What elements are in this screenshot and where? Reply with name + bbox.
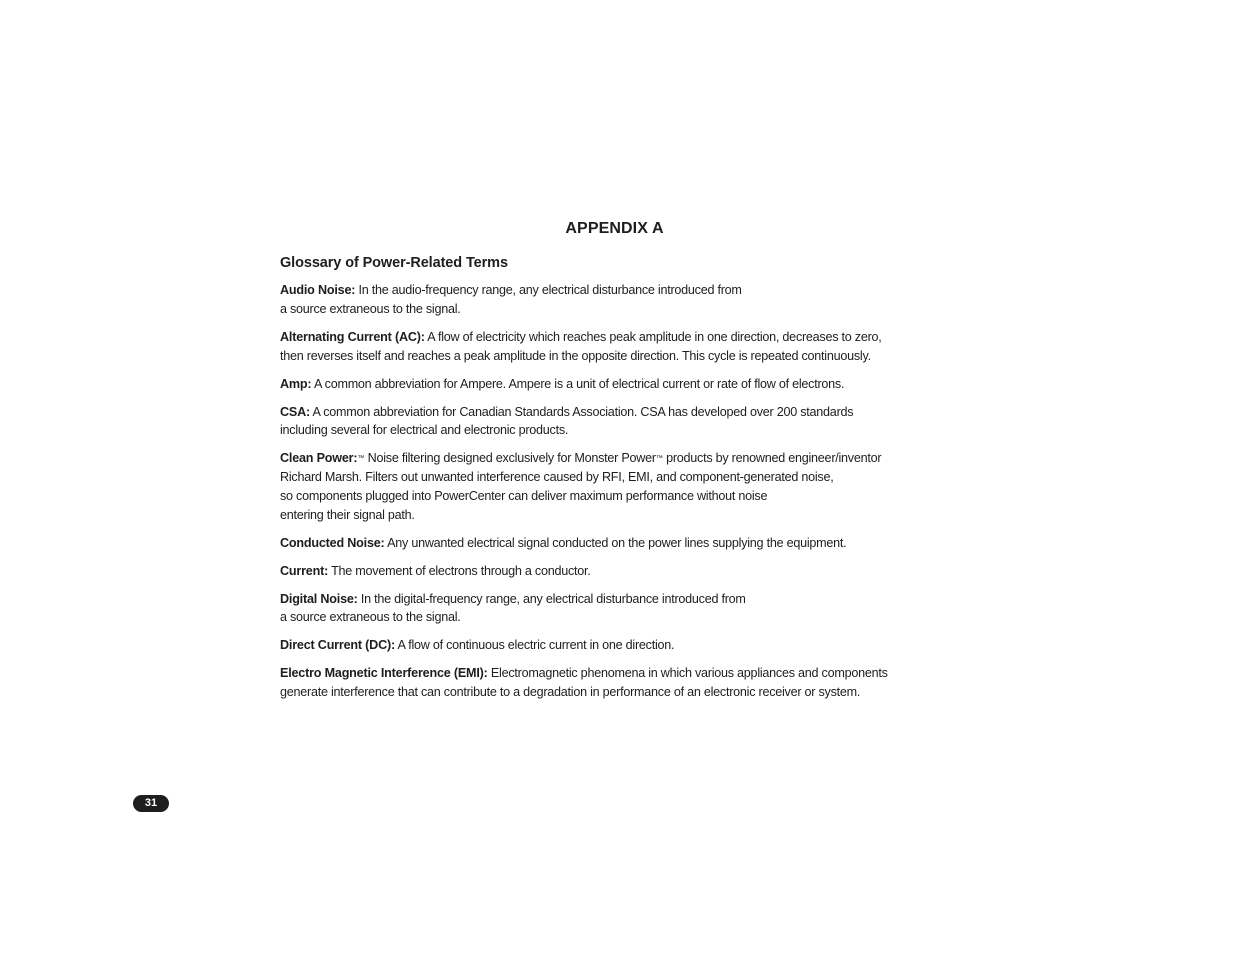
entry-term: Alternating Current (AC):	[280, 329, 425, 344]
entry-definition: A common abbreviation for Canadian Standards Association. CSA has developed over 200 standards	[309, 404, 854, 419]
glossary-entry-conducted-noise	[280, 534, 960, 553]
entry-term: Current:	[280, 563, 329, 578]
glossary-entry-digital-noise	[280, 590, 960, 628]
entry-term: Audio Noise:	[280, 283, 356, 297]
glossary-entry-clean-power	[280, 449, 960, 524]
entry-definition: Noise filtering designed exclusively for Monster Power	[364, 451, 656, 466]
entry-term: CSA:	[280, 404, 310, 419]
entry-definition: A common abbreviation for Ampere. Ampere is a unit of electrical current or rate of flow of electrons.	[311, 376, 845, 391]
glossary-content	[280, 253, 960, 711]
entry-term: Clean Power:	[280, 451, 358, 466]
entry-term: Digital Noise:	[280, 591, 358, 606]
glossary-entry-csa	[280, 403, 960, 441]
entry-line: so components plugged into PowerCenter can deliver maximum performance without noise	[280, 488, 768, 503]
entry-definition: A flow of continuous electric current in one direction.	[394, 638, 675, 653]
entry-line: including several for electrical and electronic products.	[280, 423, 569, 438]
entry-definition: In the audio-frequency range, any electrical disturbance introduced from	[355, 283, 742, 297]
entry-definition: Electromagnetic phenomena in which various appliances and components	[487, 666, 888, 681]
glossary-entry-current	[280, 562, 960, 581]
entry-line: a source extraneous to the signal.	[280, 301, 461, 316]
entry-line: entering their signal path.	[280, 507, 415, 522]
page-number-badge: 31	[133, 795, 169, 812]
page-title: APPENDIX A	[565, 220, 664, 237]
entry-line	[280, 328, 960, 347]
glossary-entry-emi	[280, 664, 960, 702]
entry-definition: products by renowned engineer/inventor	[662, 451, 882, 466]
glossary-entry-alternating-current	[280, 328, 960, 366]
entry-term: Direct Current (DC):	[280, 638, 395, 653]
entry-line	[280, 664, 960, 683]
trademark-symbol: ™	[655, 455, 663, 463]
glossary-entry-direct-current	[280, 636, 960, 655]
entry-definition: Any unwanted electrical signal conducted on the power lines supplying the equipment.	[384, 535, 847, 550]
entry-line: Richard Marsh. Filters out unwanted interference caused by RFI, EMI, and component-generated noise,	[280, 470, 834, 485]
entry-definition: In the digital-frequency range, any electrical disturbance introduced from	[357, 591, 746, 606]
entry-line: then reverses itself and reaches a peak amplitude in the opposite direction. This cycle is repeated continuously.	[280, 348, 871, 363]
entry-line	[280, 449, 960, 468]
entry-term: Amp:	[280, 376, 312, 391]
entry-line	[280, 403, 960, 422]
entry-definition: A flow of electricity which reaches peak amplitude in one direction, decreases to zero,	[424, 329, 882, 344]
glossary-entry-amp	[280, 375, 960, 394]
entry-definition: The movement of electrons through a conductor.	[328, 563, 591, 578]
entry-term: Conducted Noise:	[280, 535, 385, 550]
entry-line	[280, 281, 960, 300]
glossary-entry-audio-noise	[280, 281, 960, 319]
entry-line	[280, 534, 960, 553]
entry-line	[280, 636, 960, 655]
entry-line: generate interference that can contribute to a degradation in performance of an electronic receiver or system.	[280, 685, 861, 700]
entry-line: a source extraneous to the signal.	[280, 610, 461, 625]
trademark-symbol: ™	[357, 455, 365, 463]
entry-term: Electro Magnetic Interference (EMI):	[280, 666, 488, 681]
entry-line	[280, 375, 960, 394]
entry-line	[280, 590, 960, 609]
entry-line	[280, 562, 960, 581]
glossary-heading: Glossary of Power-Related Terms	[280, 255, 508, 271]
